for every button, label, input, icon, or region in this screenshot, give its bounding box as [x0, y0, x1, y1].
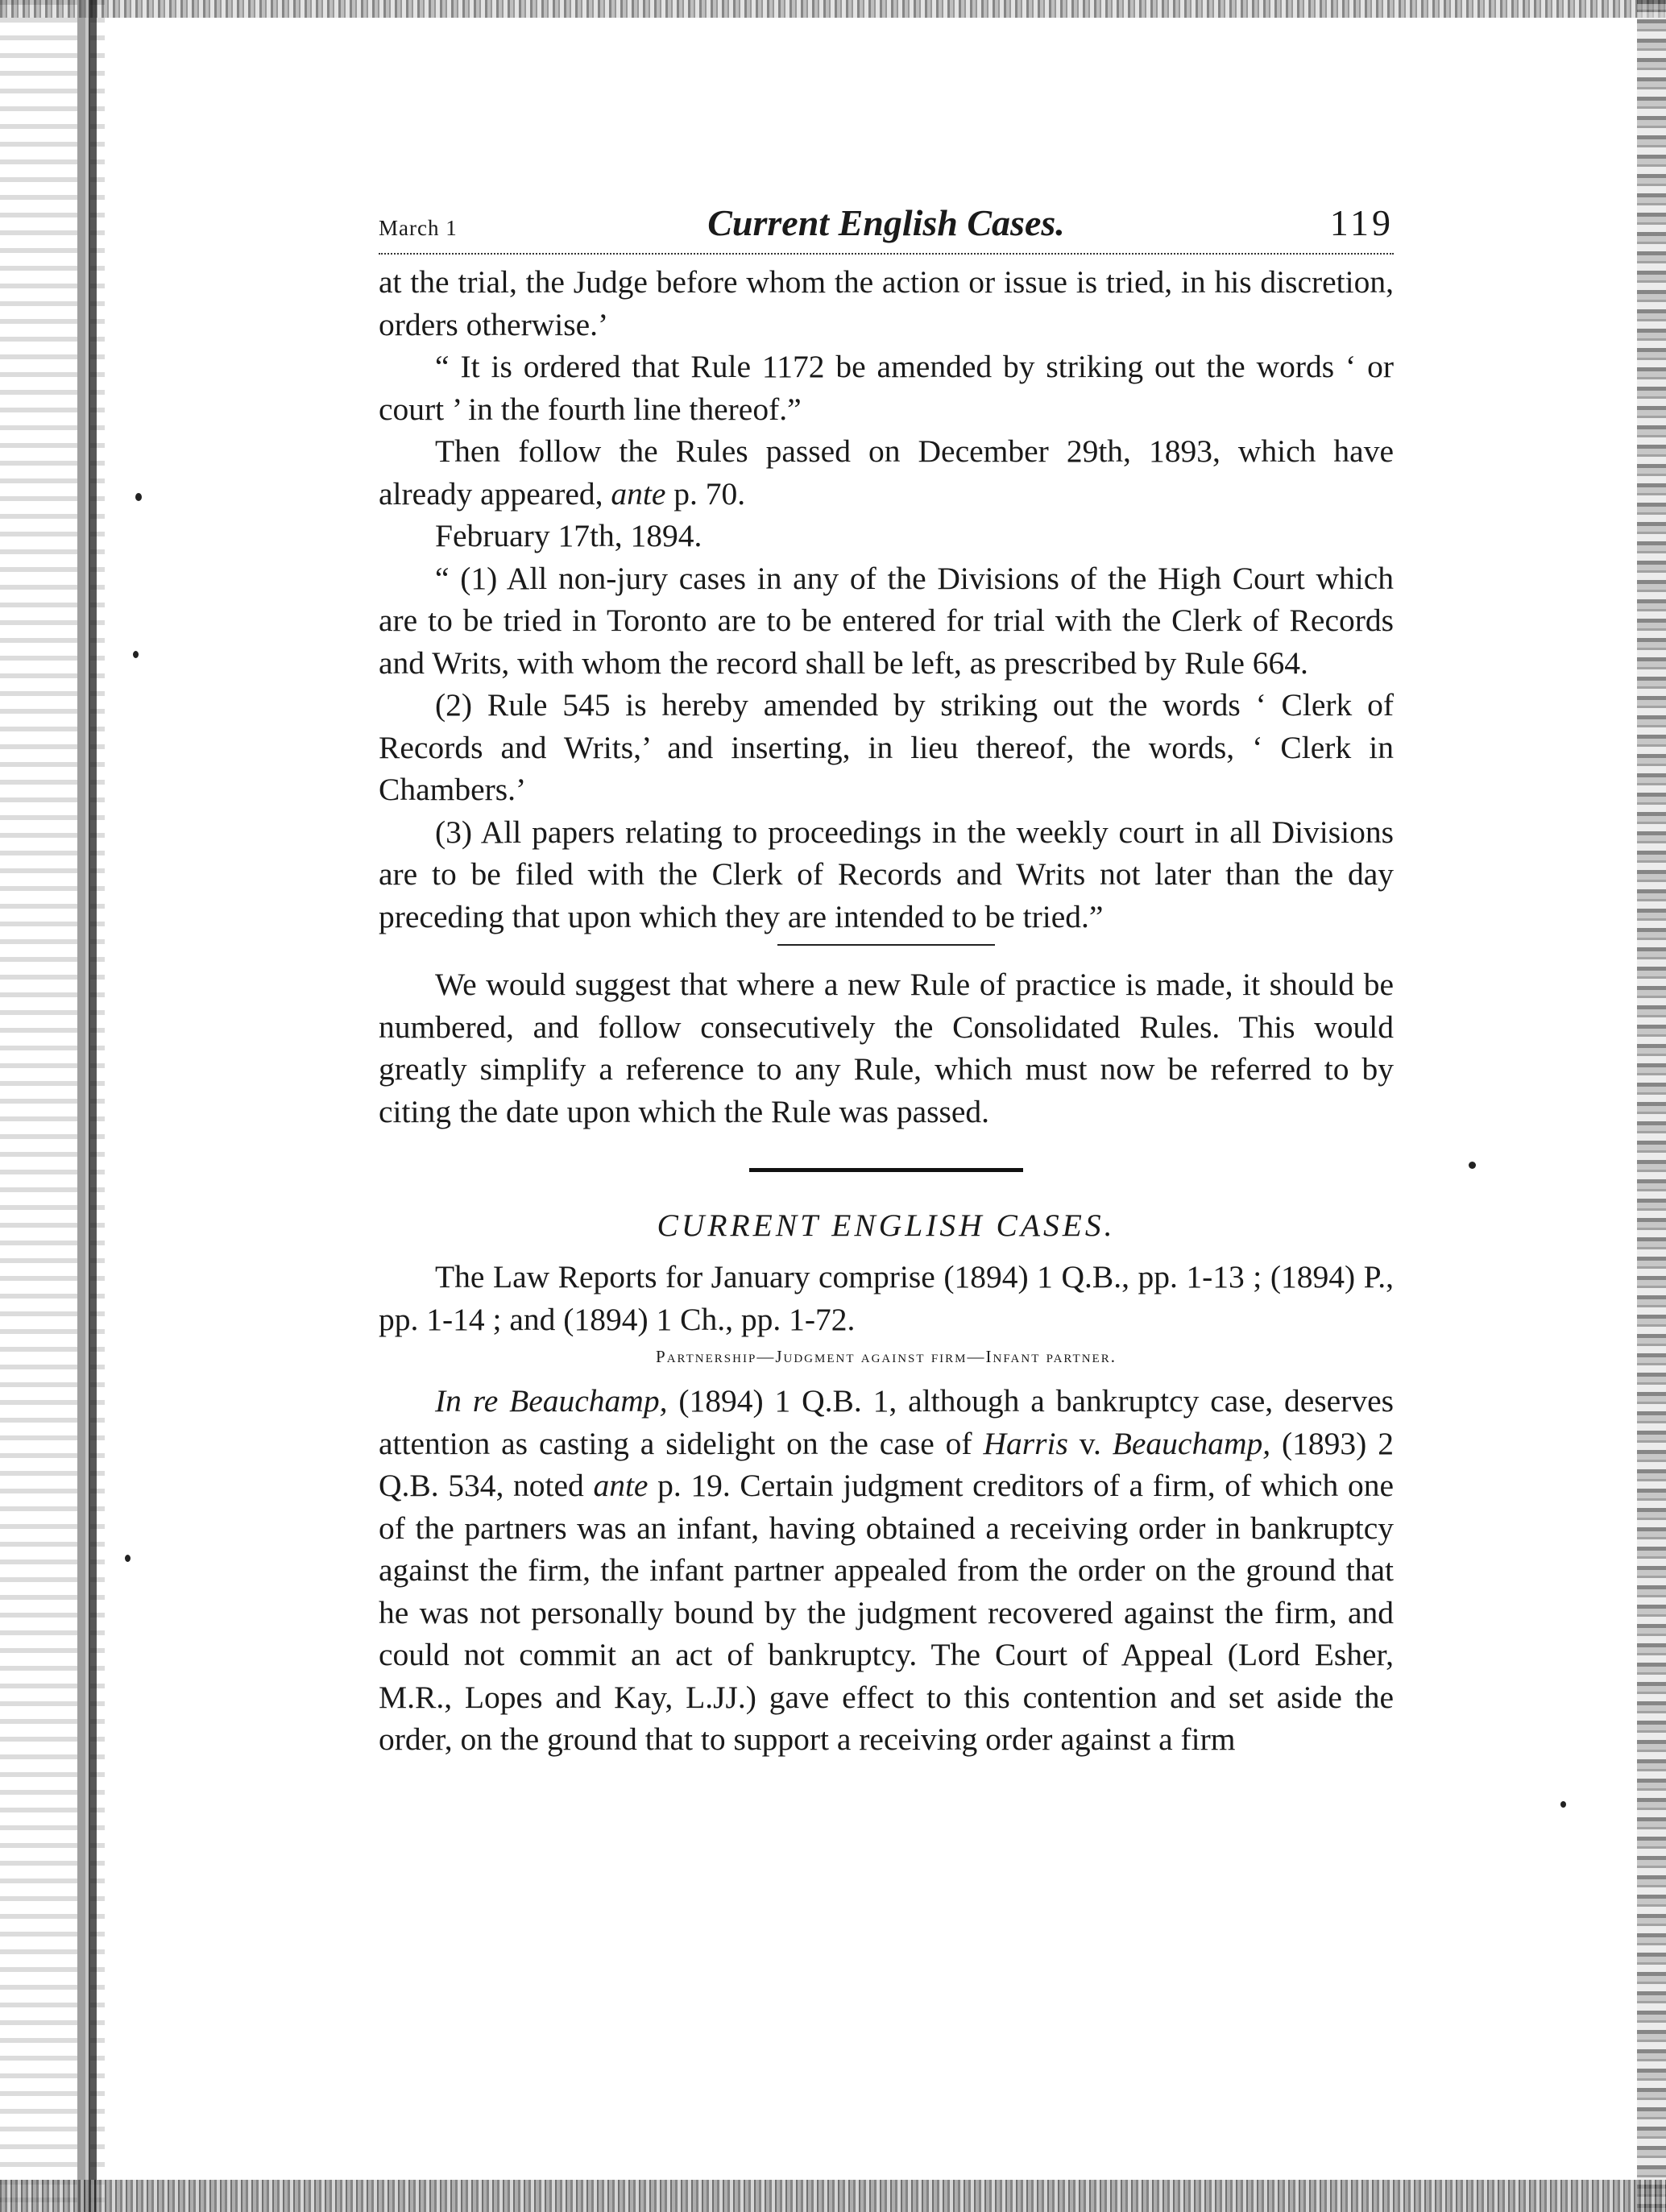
- paragraph: (3) All papers relating to proceedings in the weekly court in all Divisions are to be filed with the Clerk of Records and Writs not later than the day preceding that upon which they are intended to be tried.”: [379, 814, 1394, 934]
- case-name: In re Beauchamp,: [435, 1383, 668, 1419]
- case-name: Beauchamp,: [1112, 1425, 1271, 1461]
- paragraph: [379, 1380, 1394, 1761]
- header-date: March 1: [379, 216, 458, 240]
- text-run: Then follow the Rules passed on December 29th, 1893, which have already appeared,: [379, 433, 1394, 512]
- paragraph: (2) Rule 545 is hereby amended by striking out the words ‘ Clerk of Records and Writs,’ and inserting, in lieu thereof, the words, ‘ Clerk in Chambers.’: [379, 687, 1394, 807]
- binding-shadow: [89, 0, 97, 2212]
- scan-edge-top: [0, 0, 1666, 18]
- text-run: p. 19. Certain judgment creditors of a firm, of which one of the partners was an infant, having obtained a receiving order in bankruptcy against the firm, the infant partner appealed from the order on the ground that he was not personally bound by the judgment recovered against the firm, and could not commit an act of bankruptcy. The Court of Appeal (Lord Esher, M.R., Lopes and Kay, L.JJ.) gave effect to this contention and set aside the order, on the ground that to support a receiving order against a firm: [379, 1468, 1394, 1757]
- italic-run: ante: [611, 475, 666, 512]
- section-divider: [777, 944, 995, 946]
- section-heading: CURRENT ENGLISH CASES.: [657, 1207, 1116, 1243]
- text-run: p. 70.: [665, 475, 746, 512]
- running-header: [379, 201, 1394, 255]
- date-line: February 17th, 1894.: [435, 518, 702, 553]
- page-number: 119: [1329, 202, 1394, 243]
- text-run: (1893) 2 Q.B. 534, noted: [379, 1425, 1395, 1503]
- header-title: Current English Cases.: [707, 202, 1065, 243]
- italic-run: ante: [593, 1468, 649, 1503]
- document-page: [379, 201, 1394, 1761]
- text-run: (1894) 1 Q.B. 1, although a bankruptcy case, deserves attention as casting a sidelight on the case of: [379, 1383, 1394, 1461]
- paragraph: [379, 430, 1394, 515]
- case-name: Harris: [983, 1425, 1068, 1461]
- heavy-divider: [749, 1168, 1023, 1172]
- scan-speck: [125, 1555, 131, 1562]
- case-subheading: Partnership—Judgment against firm—Infant partner.: [656, 1347, 1117, 1366]
- scan-edge-bottom: [0, 2180, 1666, 2212]
- text-run: v.: [1067, 1425, 1113, 1461]
- scan-speck: [133, 651, 139, 658]
- scan-speck: [1560, 1801, 1566, 1808]
- paragraph: “ (1) All non-jury cases in any of the Divisions of the High Court which are to be tried in Toronto are to be entered for trial with the Clerk of Records and Writs, with whom the record shall be left, as prescribed by Rule 664.: [379, 560, 1394, 681]
- paragraph: We would suggest that where a new Rule of practice is made, it should be numbered, and follow consecutively the Consolidated Rules. This would greatly simplify a reference to any Rule, which must now be referred to by citing the date upon which the Rule was passed.: [379, 967, 1394, 1129]
- scan-edge-right: [1637, 0, 1666, 2212]
- scan-speck: [135, 493, 142, 501]
- paragraph: “ It is ordered that Rule 1172 be amended by striking out the words ‘ or court ’ in the fourth line thereof.”: [379, 349, 1394, 427]
- scan-speck: [1469, 1162, 1476, 1169]
- paragraph: at the trial, the Judge before whom the action or issue is tried, in his discretion, orders otherwise.’: [379, 264, 1394, 342]
- paragraph: The Law Reports for January comprise (1894) 1 Q.B., pp. 1-13 ; (1894) P., pp. 1-14 ; and (1894) 1 Ch., pp. 1-72.: [379, 1259, 1394, 1337]
